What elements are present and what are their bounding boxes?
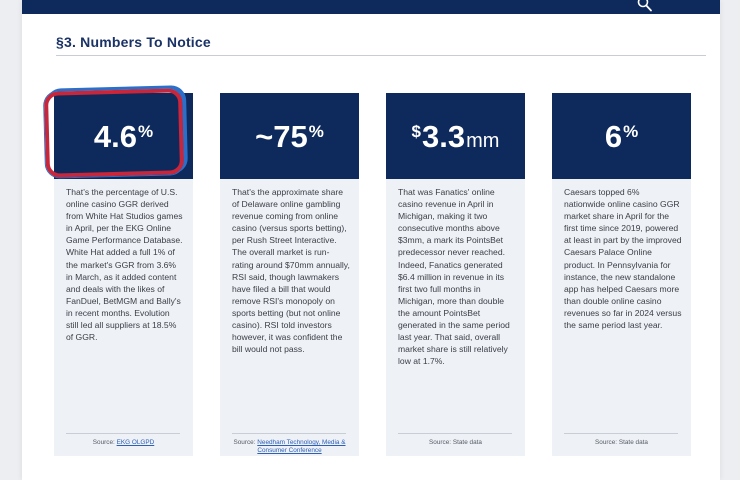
stat-card-fanatics bbox=[386, 93, 525, 456]
stat-card-delaware bbox=[220, 93, 359, 456]
stat-unit: mm bbox=[466, 129, 500, 152]
stat-currency: $ bbox=[411, 121, 422, 141]
card-description: That's the approximate share of Delaware online gambling revenue coming from online casino (versus sports betting), per Rush Street Interactive. The overall market is run-rating around $70mm annually, RSI said, though lawmakers have filed a bill that would remove RSI's monopoly on sports betting (but not online casino). RSI told investors however, it was confident the bill would not pass. bbox=[232, 187, 350, 355]
stat-header bbox=[220, 93, 359, 179]
stat-figure bbox=[255, 118, 324, 154]
source-label: Source: bbox=[233, 439, 256, 446]
header-bar bbox=[22, 0, 720, 14]
report-page bbox=[22, 0, 720, 480]
card-description: That was Fanatics' online casino revenue in April in Michigan, making it two consecutive months above $3mm, a mark its PointsBet predecessor never reached. Indeed, Fanatics generated $6.4 million in revenue in its first two full months in Michigan, more than double the amount PointsBet generated in the same period last year. That said, overall market share is still relatively low at 1.7%. bbox=[398, 187, 510, 367]
stat-figure bbox=[604, 118, 639, 154]
stat-figure bbox=[411, 118, 500, 154]
stat-figure bbox=[93, 118, 154, 154]
stat-value: 4.6 bbox=[93, 118, 137, 154]
card-description: Caesars topped 6% nationwide online casino GGR market share in April for the first time since 2019, powered at least in part by the improved Caesars Palace Online product. In Pennsylvania for instance, the new standalone app has helped Caesars more than double online casino revenues so far in 2024 versus the same period last year. bbox=[564, 187, 682, 331]
stat-header bbox=[386, 93, 525, 179]
source-divider bbox=[232, 433, 346, 434]
stat-value: ~75 bbox=[255, 118, 308, 154]
search-icon[interactable] bbox=[636, 0, 654, 13]
card-description: That's the percentage of U.S. online casino GGR derived from White Hat Studios games in April, per the EKG Online Game Performance Database. White Hat added a full 1% of the market's GGR from 3.6% in March, as it added content and deals with the likes of FanDuel, BetMGM and Bally's in recent months. Evolution still led all suppliers at 18.5% of GGR. bbox=[66, 187, 183, 343]
stat-header bbox=[552, 93, 691, 179]
card-source bbox=[60, 439, 187, 447]
stat-value: 3.3 bbox=[422, 118, 466, 154]
stat-unit: % bbox=[308, 121, 324, 141]
stat-card-white-hat bbox=[54, 93, 193, 456]
stat-unit: % bbox=[137, 121, 154, 141]
stat-header bbox=[54, 93, 193, 179]
source-link[interactable]: Needham Technology, Media & Consumer Conference bbox=[257, 439, 346, 454]
stat-value: 6 bbox=[604, 118, 623, 154]
stat-unit: % bbox=[623, 121, 639, 141]
source-divider bbox=[564, 433, 678, 434]
card-source: Source: State data bbox=[595, 439, 648, 446]
source-link[interactable]: EKG OLGPD bbox=[116, 439, 155, 446]
source-label: Source: bbox=[92, 439, 115, 446]
source-divider bbox=[398, 433, 512, 434]
section-title: §3. Numbers To Notice bbox=[56, 34, 211, 50]
source-divider bbox=[66, 433, 180, 434]
title-divider bbox=[56, 55, 706, 56]
stat-card-caesars bbox=[552, 93, 691, 456]
card-source: Source: State data bbox=[429, 439, 482, 446]
card-source bbox=[226, 439, 353, 455]
